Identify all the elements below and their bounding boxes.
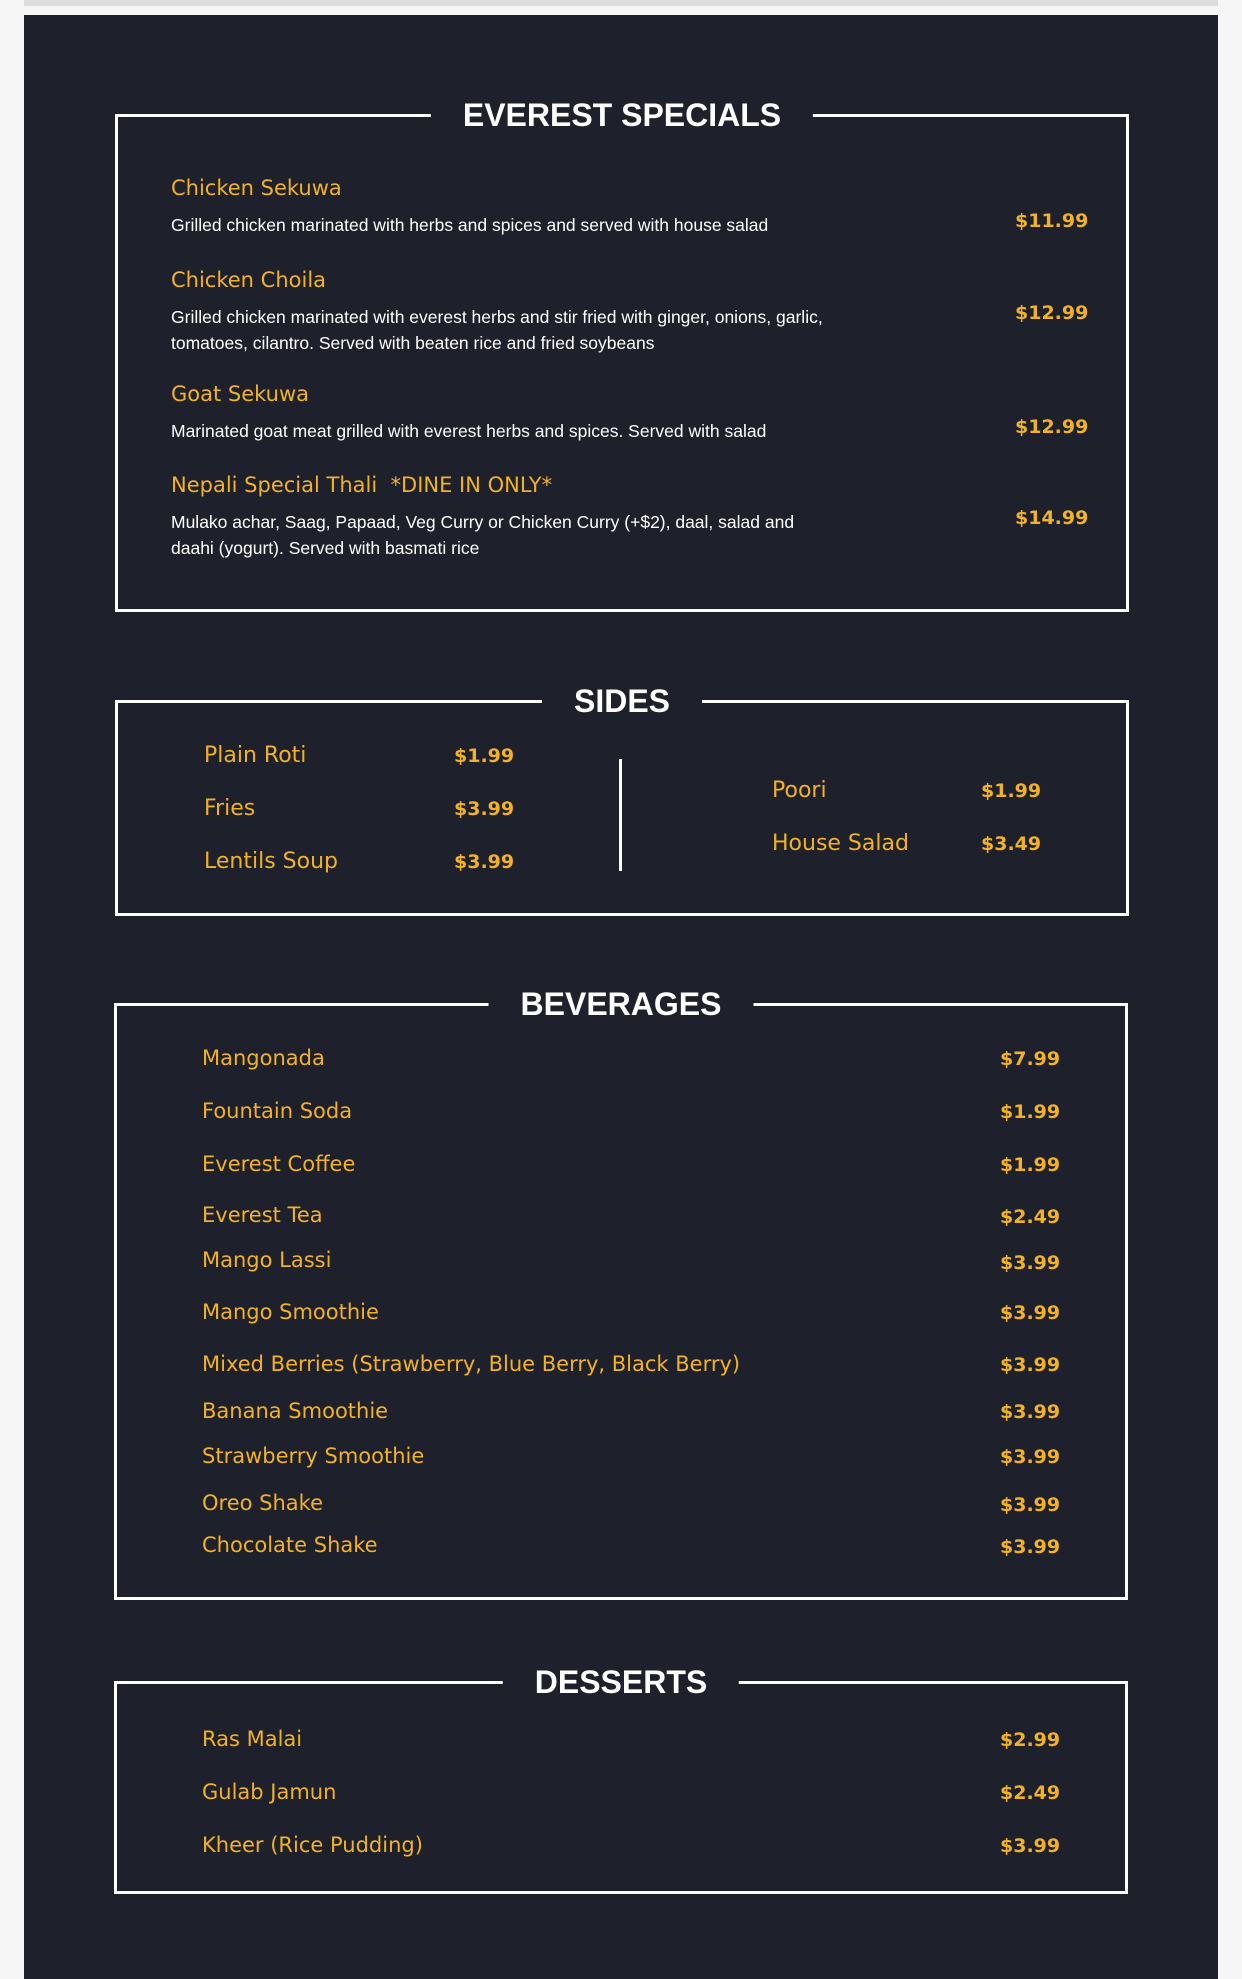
beverage-item-name: Mixed Berries (Strawberry, Blue Berry, Black Berry)	[202, 1352, 741, 1376]
beverage-item-price: $7.99	[1000, 1048, 1061, 1070]
beverage-item-name: Mango Lassi	[202, 1248, 332, 1272]
beverage-item-name: Banana Smoothie	[202, 1399, 389, 1423]
beverage-item-price: $3.99	[1000, 1302, 1061, 1324]
beverage-item-name: Everest Tea	[202, 1203, 323, 1227]
dessert-item-price: $3.99	[1000, 1835, 1061, 1857]
special-item-desc: Mulako achar, Saag, Papaad, Veg Curry or Chicken Curry (+$2), daal, salad and daahi (yogurt). Served with basmati rice	[171, 512, 795, 558]
side-item-name: House Salad	[772, 831, 909, 856]
special-item-name: Chicken Sekuwa	[171, 176, 342, 200]
beverage-item-price: $3.99	[1000, 1536, 1061, 1558]
dessert-item-name: Gulab Jamun	[202, 1780, 337, 1804]
sides-title: SIDES	[542, 681, 702, 721]
beverage-item-price: $1.99	[1000, 1101, 1061, 1123]
beverage-item-name: Mango Smoothie	[202, 1300, 379, 1324]
side-item-price: $3.49	[981, 833, 1042, 855]
desserts-title: DESSERTS	[503, 1662, 739, 1702]
beverage-item-name: Chocolate Shake	[202, 1533, 378, 1557]
side-item-name: Lentils Soup	[204, 849, 338, 874]
beverage-item-name: Oreo Shake	[202, 1491, 323, 1515]
desserts-section	[114, 1664, 1128, 1894]
specials-section	[115, 97, 1129, 612]
dessert-item-price: $2.99	[1000, 1729, 1061, 1751]
side-item-name: Plain Roti	[204, 743, 307, 768]
special-item-name: Nepali Special Thali *DINE IN ONLY*	[171, 473, 553, 497]
side-item-name: Poori	[772, 778, 827, 803]
special-item-desc: Grilled chicken marinated with herbs and spices and served with house salad	[171, 215, 769, 235]
beverages-title: BEVERAGES	[489, 984, 754, 1024]
special-item-price: $14.99	[1015, 507, 1089, 529]
special-item-price: $11.99	[1015, 210, 1089, 232]
dessert-item-name: Ras Malai	[202, 1727, 303, 1751]
beverage-item-price: $3.99	[1000, 1401, 1061, 1423]
beverage-item-price: $3.99	[1000, 1354, 1061, 1376]
special-item-price: $12.99	[1015, 302, 1089, 324]
beverage-item-price: $3.99	[1000, 1446, 1061, 1468]
specials-title: EVEREST SPECIALS	[431, 95, 813, 135]
dessert-item-price: $2.49	[1000, 1782, 1061, 1804]
sides-column-divider	[619, 759, 622, 871]
side-item-price: $3.99	[454, 798, 515, 820]
special-item-price: $12.99	[1015, 416, 1089, 438]
beverage-item-name: Strawberry Smoothie	[202, 1444, 425, 1468]
beverage-item-price: $3.99	[1000, 1494, 1061, 1516]
sides-section	[115, 683, 1129, 916]
side-item-price: $1.99	[981, 780, 1042, 802]
side-item-name: Fries	[204, 796, 256, 821]
side-item-price: $3.99	[454, 851, 515, 873]
special-item-name: Chicken Choila	[171, 268, 327, 292]
special-item-name: Goat Sekuwa	[171, 382, 310, 406]
special-item-desc: Grilled chicken marinated with everest herbs and stir fried with ginger, onions, garlic, tomatoes, cilantro. Served with beaten rice and fried soybeans	[171, 307, 823, 353]
dessert-item-name: Kheer (Rice Pudding)	[202, 1833, 423, 1857]
beverage-item-name: Everest Coffee	[202, 1152, 356, 1176]
beverage-item-name: Mangonada	[202, 1046, 325, 1070]
beverage-item-price: $3.99	[1000, 1252, 1061, 1274]
beverage-item-name: Fountain Soda	[202, 1099, 353, 1123]
beverage-item-price: $2.49	[1000, 1206, 1061, 1228]
beverages-section	[114, 986, 1128, 1600]
beverage-item-price: $1.99	[1000, 1154, 1061, 1176]
special-item-desc: Marinated goat meat grilled with everest herbs and spices. Served with salad	[171, 421, 767, 441]
side-item-price: $1.99	[454, 745, 515, 767]
top-divider-bar	[24, 0, 1218, 6]
